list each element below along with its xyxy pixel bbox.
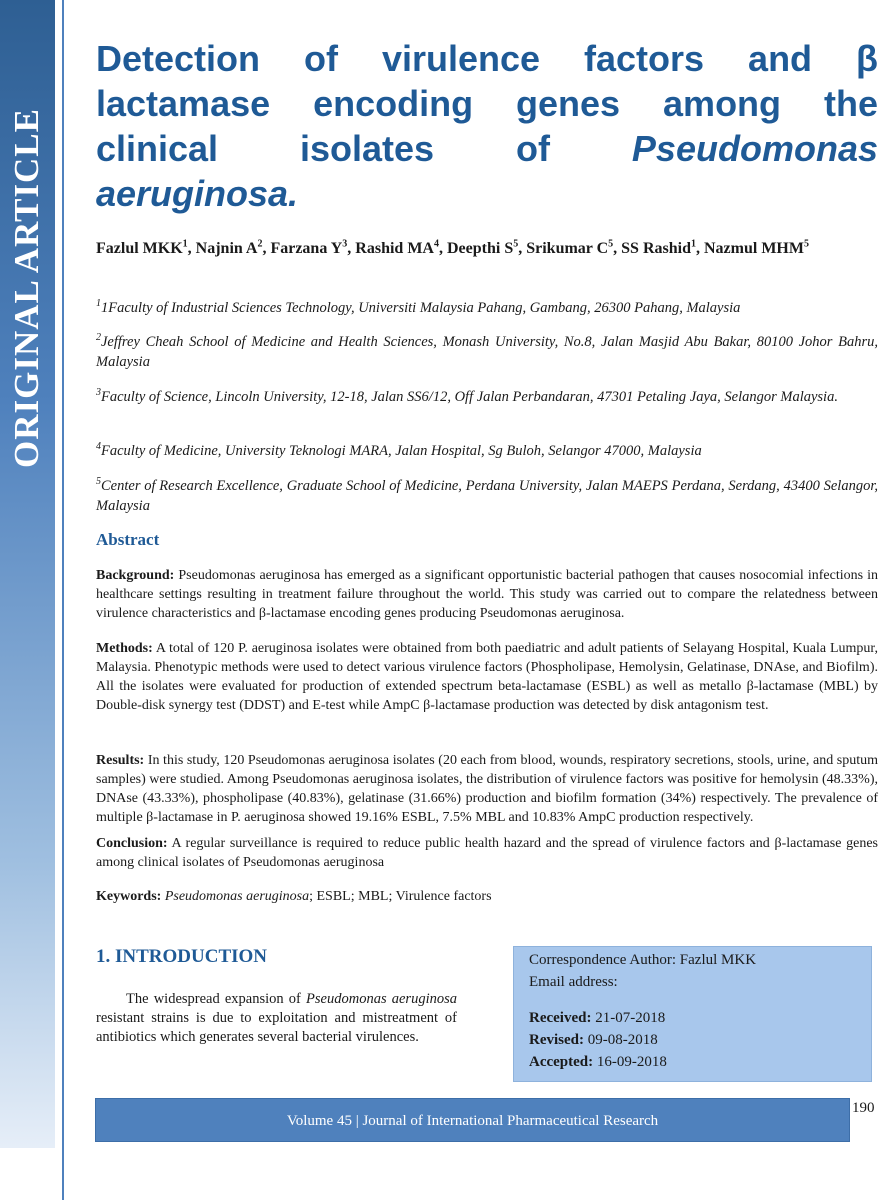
email-label: Email address: — [529, 974, 618, 990]
introduction-heading: 1. INTRODUCTION — [96, 946, 268, 967]
results-label: Results: — [96, 753, 145, 768]
author-6: Srikumar $C^5$, — [526, 238, 622, 257]
paper-title — [96, 36, 878, 216]
margin-rule — [62, 0, 64, 1200]
page-number: 190 — [852, 1100, 875, 1116]
background-label: Background: — [96, 568, 175, 583]
title-line-1: Detection of virulence factors and β — [96, 38, 878, 79]
article-type-sidebar — [0, 0, 55, 1148]
title-line-3-italic: Pseudomonas — [631, 128, 878, 169]
title-line-3-prefix: clinical isolates of — [96, 128, 550, 169]
revised-date: Revised: 09-08-2018 — [529, 1032, 658, 1048]
author-3: Farzana $Y^3$, — [270, 238, 356, 257]
conclusion-label: Conclusion: — [96, 836, 168, 851]
received-date: Received: 21-07-2018 — [529, 1010, 666, 1026]
author-5: Deepthi $S^5$, — [446, 238, 527, 257]
journal-footer: Volume 45 | Journal of International Pharmaceutical Research — [95, 1098, 850, 1142]
abstract-conclusion: Conclusion: A regular surveillance is required to reduce public health hazard and the spread of virulence factors and β-lactamase genes among clinical isolates of Pseudomonas aeruginosa — [96, 836, 878, 870]
author-4: Rashid $MA^4$, — [355, 238, 447, 257]
abstract-methods: Methods: A total of 120 P. aeruginosa isolates were obtained from both paediatric and adult patients of Selayang Hospital, Kuala Lumpur, Malaysia. Phenotypic methods were used to detect various virulence factors (Phospholipase, Hemolysin, Gelatinase, DNAse, and Biofilm). All the isolates were evaluated for production of extended spectrum beta-lactamase (ESBL) as well as metallo β-lactamase (MBL) by Double-disk synergy test (DDST) and E-test while AmpC β-lactamase production was detected by disk antagonism test. — [96, 641, 878, 713]
affiliation-1: $^1$1Faculty of Industrial Sciences Technology, Universiti Malaysia Pahang, Gambang, 26300 Pahang, Malaysia — [96, 298, 741, 316]
author-1: Fazlul MKK$^1$, — [96, 238, 196, 257]
author-7: SS Rashid$^1$, — [621, 238, 704, 257]
accepted-date: Accepted: 16-09-2018 — [529, 1054, 667, 1070]
methods-label: Methods: — [96, 641, 153, 656]
keywords: Keywords: Pseudomonas aeruginosa; ESBL; MBL; Virulence factors — [96, 889, 492, 904]
affiliation-2: $^2$Jeffrey Cheah School of Medicine and Health Sciences, Monash University, No.8, Jalan Masjid Abu Bakar, 80100 Johor Bahru, Malaysia — [96, 332, 878, 370]
title-line-4-italic: aeruginosa. — [96, 173, 299, 214]
correspondence-author: Correspondence Author: Fazlul MKK — [529, 952, 757, 968]
author-list — [96, 238, 878, 259]
author-2: Najnin $A^2$, — [195, 238, 271, 257]
abstract-background: Background: Pseudomonas aeruginosa has emerged as a significant opportunistic bacterial pathogen that causes nosocomial infections in healthcare settings resulting in treatment failure throughout the world. This study was carried out to compare the relatedness between virulence characteristics and β-lactamase encoding genes producing Pseudomonas aeruginosa. — [96, 568, 878, 621]
affiliation-3: $^3$Faculty of Science, Lincoln University, 12-18, Jalan SS6/12, Off Jalan Perbandaran, 47301 Petaling Jaya, Selangor Malaysia. — [96, 387, 838, 405]
abstract-results: Results: In this study, 120 Pseudomonas aeruginosa isolates (20 each from blood, wounds, respiratory secretions, stools, urine, and sputum samples) were studied. Among Pseudomonas aeruginosa isolates, the distribution of virulence factors was positive for hemolysin (48.33%), DNAse (43.33%), phospholipase (40.83%), gelatinase (31.66%) production and biofilm formation (34%) respectively. The prevalence of multiple β-lactamase in P. aeruginosa showed 19.16% ESBL, 7.5% MBL and 10.83% AmpC production respectively. — [96, 753, 878, 825]
correspondence-box — [513, 946, 872, 1082]
keywords-label: Keywords: — [96, 889, 162, 904]
affiliation-4: $^4$Faculty of Medicine, University Teknologi MARA, Jalan Hospital, Sg Buloh, Selangor 47000, Malaysia — [96, 441, 702, 459]
introduction-paragraph: The widespread expansion of Pseudomonas aeruginosa resistant strains is due to exploitation and mistreatment of antibiotics which generates several bacterial virulences. — [96, 991, 457, 1045]
abstract-heading: Abstract — [96, 530, 160, 549]
author-8: Nazmul MHM$^5$ — [703, 238, 809, 257]
title-line-2: lactamase encoding genes among the — [96, 83, 878, 124]
affiliation-5: $^5$Center of Research Excellence, Graduate School of Medicine, Perdana University, Jalan MAEPS Perdana, Serdang, 43400 Selangor, Malaysia — [96, 476, 878, 514]
article-type-label: ORIGINAL ARTICLE — [7, 107, 46, 468]
